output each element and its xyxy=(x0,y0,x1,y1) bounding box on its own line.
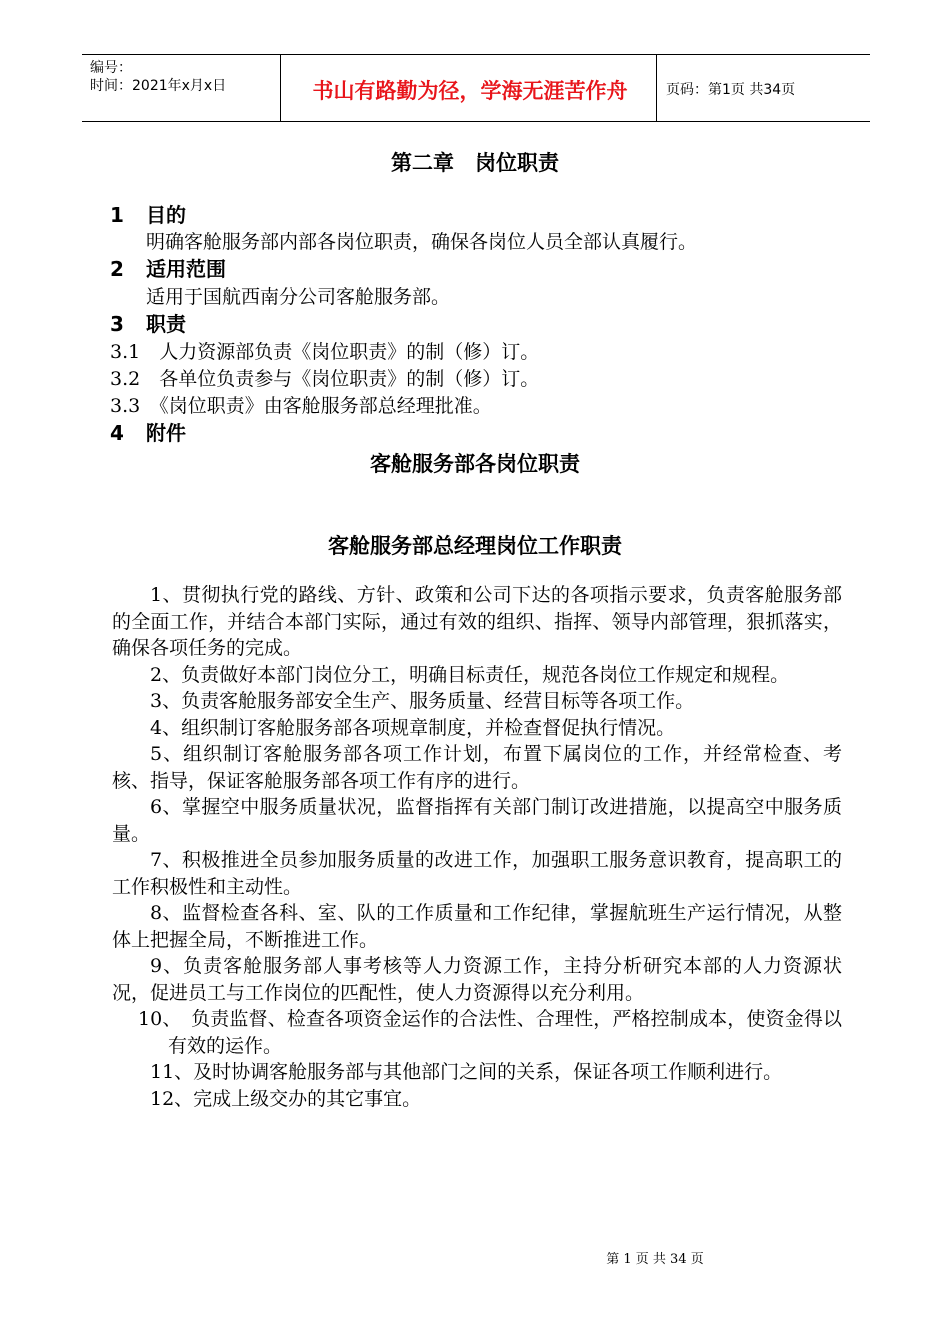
list-item: 3.1 人力资源部负责《岗位职责》的制（修）订。 xyxy=(110,341,540,363)
section-number: 1 xyxy=(110,203,124,227)
header-divider xyxy=(656,55,657,121)
section-1-body: 明确客舱服务部内部各岗位职责，确保各岗位人员全部认真履行。 xyxy=(146,231,698,253)
section-title: 职责 xyxy=(146,312,186,336)
section-3-heading xyxy=(110,312,186,336)
document-date: 时间：2021年x月x日 xyxy=(90,78,227,94)
duty-item: 2、负责做好本部门岗位分工，明确目标责任，规范各岗位工作规定和规程。 xyxy=(150,663,790,686)
section-title: 附件 xyxy=(146,421,186,445)
duty-item: 10、 负责监督、检查各项资金运作的合法性、合理性，严格控制成本，使资金得以有效的运作。 xyxy=(138,1008,842,1057)
document-number-label: 编号： xyxy=(90,60,132,76)
duty-item: 12、完成上级交办的其它事宜。 xyxy=(150,1087,422,1110)
duty-item: 6、掌握空中服务质量状况，监督指挥有关部门制订改进措施，以提高空中服务质量。 xyxy=(112,796,842,845)
page-footer: 第 1 页 共 34 页 xyxy=(606,1252,704,1267)
section-4-heading xyxy=(110,421,186,445)
duty-item: 11、及时协调客舱服务部与其他部门之间的关系，保证各项工作顺利进行。 xyxy=(150,1061,783,1083)
gm-duties-title: 客舱服务部总经理岗位工作职责 xyxy=(328,534,622,558)
chapter-title: 第二章 岗位职责 xyxy=(391,151,559,175)
header-motto: 书山有路勤为径，学海无涯苦作舟 xyxy=(312,79,628,103)
section-number: 2 xyxy=(110,257,124,281)
duty-item: 5、组织制订客舱服务部各项工作计划，布置下属岗位的工作，并经常检查、考核、指导，保证客舱服务部各项工作有序的进行。 xyxy=(112,743,842,792)
duty-item: 1、贯彻执行党的路线、方针、政策和公司下达的各项指示要求，负责客舱服务部的全面工作，并结合本部门实际，通过有效的组织、指挥、领导内部管理，狠抓落实，确保各项任务的完成。 xyxy=(112,584,842,659)
section-number: 4 xyxy=(110,421,124,445)
section-2-body: 适用于国航西南分公司客舱服务部。 xyxy=(146,286,451,308)
list-item: 3.3 《岗位职责》由客舱服务部总经理批准。 xyxy=(110,395,492,417)
duty-item: 8、监督检查各科、室、队的工作质量和工作纪律，掌握航班生产运行情况，从整体上把握全局，不断推进工作。 xyxy=(112,902,842,951)
section-title: 适用范围 xyxy=(146,257,226,281)
duties-list xyxy=(112,582,842,1112)
section-number: 3 xyxy=(110,312,124,336)
header-meta xyxy=(90,59,226,95)
duty-item: 9、负责客舱服务部人事考核等人力资源工作，主持分析研究本部的人力资源状况，促进员工与工作岗位的匹配性，使人力资源得以充分利用。 xyxy=(112,955,842,1004)
duty-item: 7、积极推进全员参加服务质量的改进工作，加强职工服务意识教育，提高职工的工作积极性和主动性。 xyxy=(112,849,842,898)
duty-item: 3、负责客舱服务部安全生产、服务质量、经营目标等各项工作。 xyxy=(150,690,695,712)
section-1-heading xyxy=(110,203,186,227)
section-2-heading xyxy=(110,257,226,281)
list-item: 3.2 各单位负责参与《岗位职责》的制（修）订。 xyxy=(110,368,540,390)
page-header xyxy=(82,54,870,122)
section-title: 目的 xyxy=(146,203,186,227)
header-page-number: 页码：第1页 共34页 xyxy=(666,82,796,98)
duty-item: 4、组织制订客舱服务部各项规章制度，并检查督促执行情况。 xyxy=(150,716,676,739)
attachment-title: 客舱服务部各岗位职责 xyxy=(370,452,580,476)
